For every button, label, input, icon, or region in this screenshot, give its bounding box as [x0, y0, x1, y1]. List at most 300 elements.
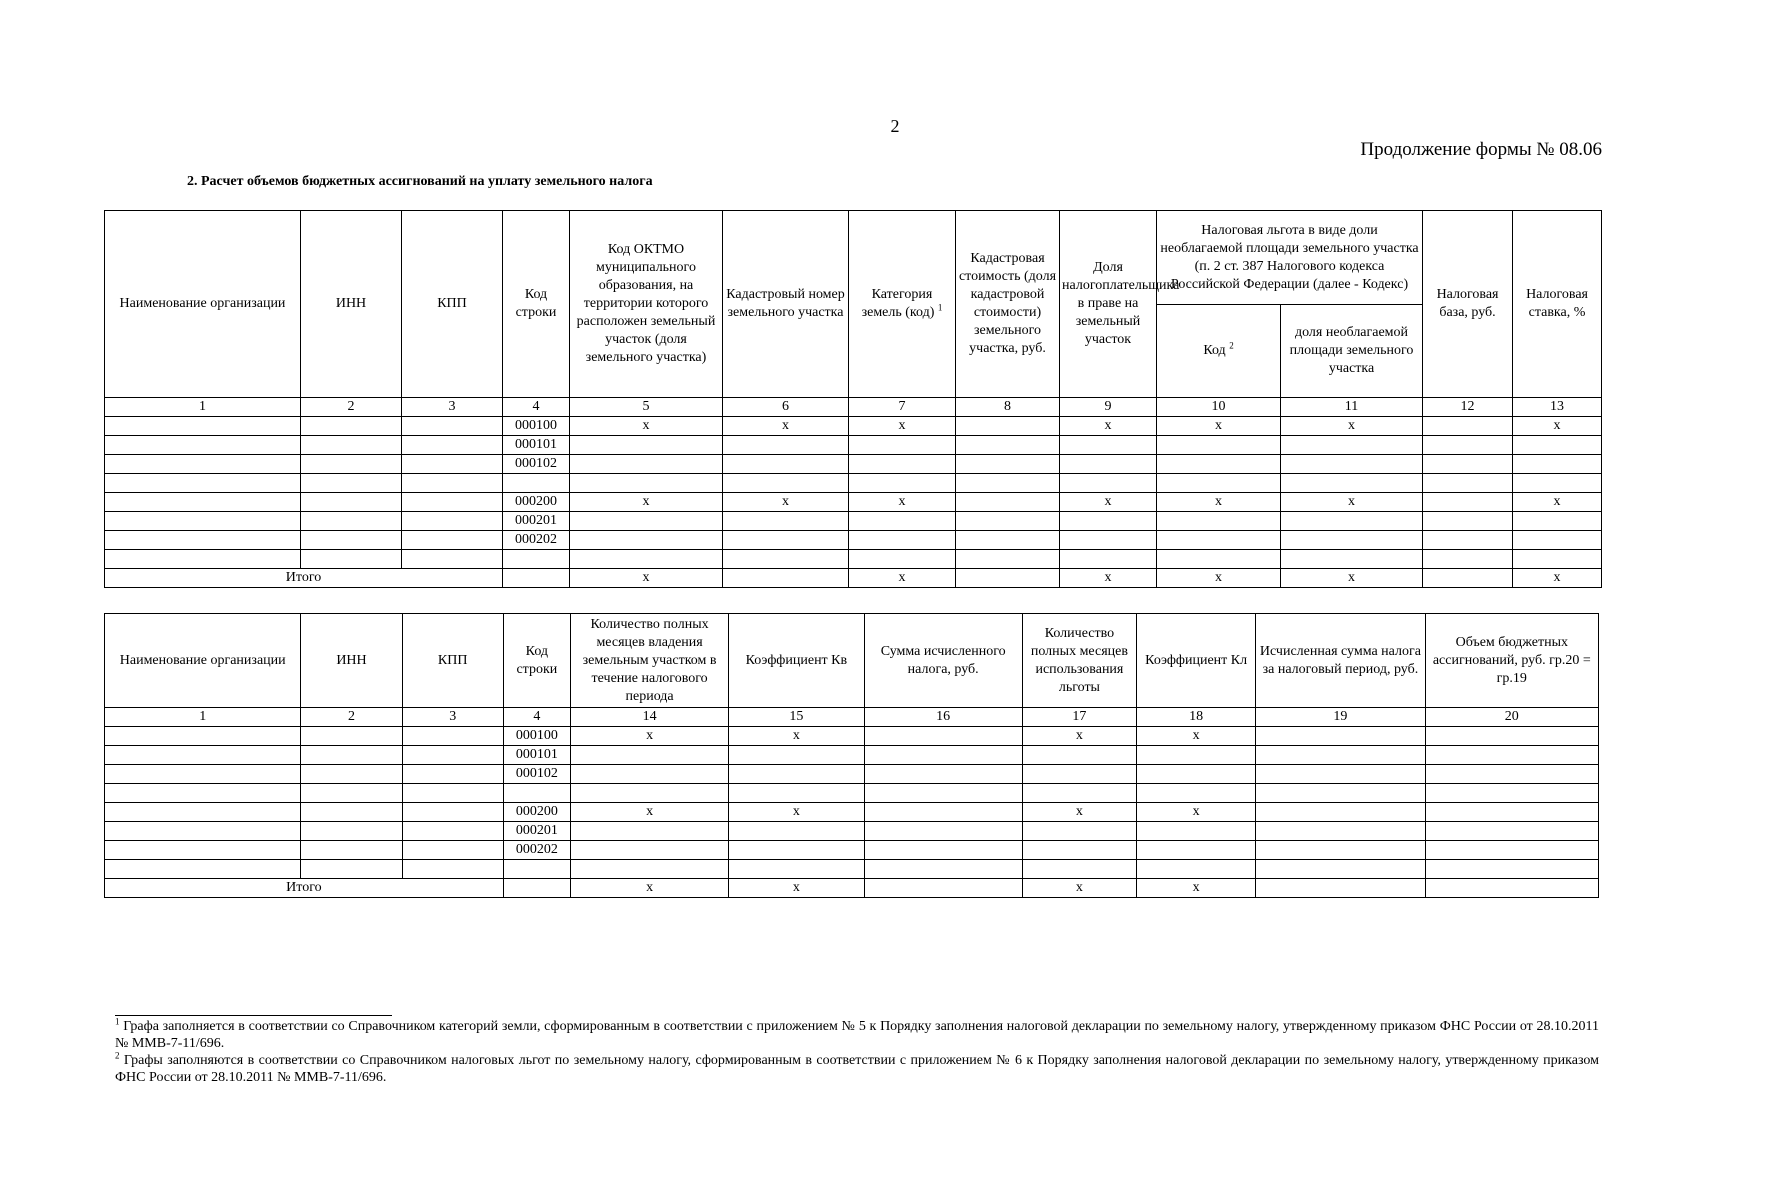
table-cell[interactable]	[1423, 531, 1513, 550]
table-cell[interactable]	[1256, 860, 1425, 879]
header-budget-volume: Объем бюджетных ассигнований, руб. гр.20 = гр.19	[1425, 614, 1598, 708]
total-cell[interactable]: x	[1513, 569, 1602, 588]
table-cell[interactable]	[301, 803, 402, 822]
total-label: Итого	[105, 569, 503, 588]
table-cell[interactable]	[1137, 841, 1256, 860]
total-cell[interactable]	[723, 569, 849, 588]
table-cell[interactable]	[105, 436, 301, 455]
table-cell[interactable]: x	[1060, 417, 1157, 436]
table-cell[interactable]	[1157, 455, 1281, 474]
header-benefit-share: доля необлагаемой площади земельного участка	[1281, 305, 1423, 398]
table-cell[interactable]	[1513, 531, 1602, 550]
table-cell[interactable]: x	[729, 803, 864, 822]
column-number: 3	[402, 398, 503, 417]
table-cell[interactable]	[1425, 860, 1598, 879]
table-row	[105, 474, 1602, 493]
footnote-text: Графа заполняется в соответствии со Справочником категорий земли, сформированным в соответствии с приложением № 5 к Порядку заполнения налоговой декларации по земельному налогу, утвержденному приказом ФНС России от 28.10.2011 № ММВ-7-11/696.	[115, 1019, 1599, 1051]
table-cell[interactable]	[1425, 803, 1598, 822]
table-cell[interactable]	[1425, 841, 1598, 860]
page-number: 2	[890, 116, 900, 136]
table-cell[interactable]	[402, 436, 503, 455]
table-cell[interactable]	[956, 417, 1060, 436]
table-cell[interactable]: x	[1281, 417, 1423, 436]
table-cell[interactable]	[105, 727, 301, 746]
table-cell[interactable]	[723, 436, 849, 455]
table-row	[105, 784, 1599, 803]
table-cell[interactable]	[864, 803, 1022, 822]
table-cell[interactable]	[105, 512, 301, 531]
table-cell[interactable]	[1423, 436, 1513, 455]
table-cell[interactable]	[402, 455, 503, 474]
table-cell[interactable]	[864, 822, 1022, 841]
table-cell[interactable]	[956, 550, 1060, 569]
table-row	[105, 436, 1602, 455]
header-coef-kv: Коэффициент Кв	[729, 614, 864, 708]
table-cell[interactable]: x	[1022, 803, 1136, 822]
table-cell[interactable]: 000200	[503, 493, 570, 512]
table-cell[interactable]	[1060, 436, 1157, 455]
column-number: 17	[1022, 708, 1136, 727]
table-cell[interactable]	[402, 531, 503, 550]
table-cell[interactable]	[402, 822, 503, 841]
table-cell[interactable]: x	[1137, 803, 1256, 822]
table-cell[interactable]	[301, 727, 402, 746]
table-cell[interactable]	[105, 822, 301, 841]
table-cell[interactable]	[1060, 474, 1157, 493]
table-cell[interactable]: x	[570, 803, 728, 822]
table-row	[105, 550, 1602, 569]
table-cell[interactable]	[849, 474, 956, 493]
table-cell[interactable]	[301, 512, 402, 531]
table-cell[interactable]	[402, 727, 503, 746]
column-number: 18	[1137, 708, 1256, 727]
total-cell[interactable]	[1423, 569, 1513, 588]
table-cell[interactable]	[1137, 746, 1256, 765]
table-cell[interactable]	[956, 455, 1060, 474]
table-row	[105, 417, 1602, 436]
column-number: 15	[729, 708, 864, 727]
total-cell[interactable]: x	[570, 569, 723, 588]
column-number: 6	[723, 398, 849, 417]
table-cell[interactable]	[301, 860, 402, 879]
table-cell[interactable]	[956, 436, 1060, 455]
header-cadastral-number: Кадастровый номер земельного участка	[723, 211, 849, 398]
table-row	[105, 822, 1599, 841]
table-cell[interactable]	[301, 531, 402, 550]
section-title: 2. Расчет объемов бюджетных ассигнований на уплату земельного налога	[187, 174, 653, 189]
column-numbers-row	[105, 398, 1602, 417]
table-cell[interactable]	[1256, 822, 1425, 841]
table-cell[interactable]	[1513, 512, 1602, 531]
header-land-category-text: Категория земель (код)	[861, 287, 935, 320]
column-numbers-row	[105, 708, 1599, 727]
column-number: 10	[1157, 398, 1281, 417]
table-cell[interactable]	[723, 531, 849, 550]
table-cell[interactable]	[301, 765, 402, 784]
table-cell[interactable]	[1423, 455, 1513, 474]
table-cell[interactable]	[849, 455, 956, 474]
table-cell[interactable]	[1022, 746, 1136, 765]
table-row	[105, 841, 1599, 860]
table-cell[interactable]	[864, 746, 1022, 765]
table-cell[interactable]	[105, 860, 301, 879]
table-cell[interactable]	[1423, 550, 1513, 569]
header-land-category	[849, 211, 956, 398]
table-cell[interactable]	[301, 493, 402, 512]
table-cell[interactable]: x	[849, 493, 956, 512]
table-cell[interactable]	[402, 512, 503, 531]
table-cell[interactable]: 000201	[503, 512, 570, 531]
tax-calculation-table-2	[104, 613, 1599, 898]
total-cell[interactable]: x	[1060, 569, 1157, 588]
table-row	[105, 727, 1599, 746]
table-cell[interactable]	[1281, 474, 1423, 493]
total-cell[interactable]: x	[849, 569, 956, 588]
table-cell[interactable]: 000101	[503, 436, 570, 455]
table-cell[interactable]	[1060, 455, 1157, 474]
table-cell[interactable]	[956, 512, 1060, 531]
header-inn: ИНН	[301, 211, 402, 398]
table-cell[interactable]	[864, 727, 1022, 746]
table-cell[interactable]	[1157, 531, 1281, 550]
table-cell[interactable]	[729, 860, 864, 879]
header-line-code: Код строки	[503, 614, 570, 708]
table-cell[interactable]: x	[1060, 493, 1157, 512]
table-cell[interactable]	[1423, 493, 1513, 512]
table-cell[interactable]	[1281, 550, 1423, 569]
footnote-2	[115, 1052, 1599, 1086]
table-cell[interactable]	[1281, 512, 1423, 531]
footnotes	[115, 1018, 1599, 1086]
table-cell[interactable]: x	[1513, 493, 1602, 512]
table-cell[interactable]	[503, 550, 570, 569]
table-cell[interactable]: x	[1137, 727, 1256, 746]
table-cell[interactable]	[402, 841, 503, 860]
table-cell[interactable]	[1425, 746, 1598, 765]
footnote-mark: 1	[115, 1016, 120, 1027]
total-cell[interactable]	[503, 569, 570, 588]
table-row	[105, 493, 1602, 512]
table-cell[interactable]	[570, 531, 723, 550]
table-cell[interactable]	[105, 550, 301, 569]
table-row	[105, 512, 1602, 531]
table-cell[interactable]	[570, 784, 728, 803]
total-row	[105, 569, 1602, 588]
table-cell[interactable]	[105, 455, 301, 474]
table-cell[interactable]	[1157, 474, 1281, 493]
table-cell[interactable]	[402, 550, 503, 569]
table-cell[interactable]: x	[723, 417, 849, 436]
table-cell[interactable]	[849, 436, 956, 455]
table-cell[interactable]	[301, 822, 402, 841]
footnote-text: Графы заполняются в соответствии со Справочником налоговых льгот по земельному налогу, сформированным в соответствии с приложением № 6 к Порядку заполнения налоговой декларации по земельному налогу, утвержденному приказом ФНС России от 28.10.2011 № ММВ-7-11/696.	[115, 1053, 1599, 1085]
table-row	[105, 765, 1599, 784]
table-cell[interactable]: x	[570, 727, 728, 746]
table-cell[interactable]	[402, 493, 503, 512]
table-cell[interactable]	[503, 784, 570, 803]
header-kpp: КПП	[402, 211, 503, 398]
header-org-name: Наименование организации	[105, 614, 301, 708]
table-cell[interactable]	[105, 841, 301, 860]
table-cell[interactable]	[301, 455, 402, 474]
table-cell[interactable]	[1281, 531, 1423, 550]
table-cell[interactable]	[301, 436, 402, 455]
table-row	[105, 860, 1599, 879]
column-number: 19	[1256, 708, 1425, 727]
table-cell[interactable]: 000200	[503, 803, 570, 822]
table-cell[interactable]	[402, 746, 503, 765]
table-cell[interactable]	[105, 765, 301, 784]
column-number: 1	[105, 708, 301, 727]
table-cell[interactable]	[729, 822, 864, 841]
table-cell[interactable]	[1513, 455, 1602, 474]
table-cell[interactable]	[105, 746, 301, 765]
table-1-body	[105, 398, 1602, 588]
table-cell[interactable]	[570, 765, 728, 784]
column-number: 8	[956, 398, 1060, 417]
table-cell[interactable]	[1513, 550, 1602, 569]
total-cell[interactable]: x	[1281, 569, 1423, 588]
table-cell[interactable]	[301, 550, 402, 569]
column-number: 7	[849, 398, 956, 417]
table-cell[interactable]	[570, 822, 728, 841]
table-row	[105, 531, 1602, 550]
column-number: 16	[864, 708, 1022, 727]
header-tax-for-period: Исчисленная сумма налога за налоговый период, руб.	[1256, 614, 1425, 708]
table-cell[interactable]	[570, 860, 728, 879]
table-row	[105, 803, 1599, 822]
table-cell[interactable]	[1137, 765, 1256, 784]
table-cell[interactable]: x	[849, 417, 956, 436]
table-cell[interactable]	[105, 417, 301, 436]
column-number: 5	[570, 398, 723, 417]
table-cell[interactable]	[1137, 784, 1256, 803]
table-cell[interactable]	[729, 765, 864, 784]
table-cell[interactable]	[864, 860, 1022, 879]
table-cell[interactable]	[402, 860, 503, 879]
header-inn: ИНН	[301, 614, 402, 708]
table-cell[interactable]: 000201	[503, 822, 570, 841]
table-cell[interactable]	[570, 455, 723, 474]
table-cell[interactable]	[1256, 841, 1425, 860]
table-cell[interactable]	[956, 474, 1060, 493]
table-cell[interactable]	[402, 803, 503, 822]
header-months-benefit: Количество полных месяцев использования льготы	[1022, 614, 1136, 708]
table-cell[interactable]	[956, 493, 1060, 512]
table-cell[interactable]	[1281, 436, 1423, 455]
table-cell[interactable]	[1022, 822, 1136, 841]
header-months-owned: Количество полных месяцев владения земельным участком в течение налогового периода	[570, 614, 728, 708]
total-cell[interactable]	[864, 879, 1022, 898]
footnote-ref-2: 2	[1229, 340, 1234, 351]
column-number: 1	[105, 398, 301, 417]
column-number: 20	[1425, 708, 1598, 727]
table-cell[interactable]	[503, 474, 570, 493]
table-cell[interactable]	[301, 841, 402, 860]
table-cell[interactable]	[570, 746, 728, 765]
header-benefit-group: Налоговая льгота в виде доли необлагаемой площади земельного участка (п. 2 ст. 387 Налогового кодекса Российской Федерации (далее - Кодекс)	[1157, 211, 1423, 305]
table-cell[interactable]	[1022, 765, 1136, 784]
table-cell[interactable]	[1137, 860, 1256, 879]
table-cell[interactable]	[1425, 727, 1598, 746]
total-row	[105, 879, 1599, 898]
table-cell[interactable]: 000202	[503, 841, 570, 860]
table-cell[interactable]: 000102	[503, 765, 570, 784]
table-cell[interactable]: x	[570, 493, 723, 512]
form-continuation-label: Продолжение формы № 08.06	[1360, 139, 1602, 160]
table-cell[interactable]	[570, 512, 723, 531]
header-coef-kl: Коэффициент Кл	[1137, 614, 1256, 708]
table-cell[interactable]	[570, 550, 723, 569]
table-cell[interactable]	[1022, 784, 1136, 803]
table-row	[105, 455, 1602, 474]
table-cell[interactable]	[1157, 512, 1281, 531]
table-cell[interactable]: 000101	[503, 746, 570, 765]
column-number: 4	[503, 708, 570, 727]
tax-calculation-table-1	[104, 210, 1602, 588]
header-line-code: Код строки	[503, 211, 570, 398]
table-cell[interactable]	[1513, 474, 1602, 493]
table-cell[interactable]: 000202	[503, 531, 570, 550]
header-org-name: Наименование организации	[105, 211, 301, 398]
table-cell[interactable]: x	[1157, 417, 1281, 436]
table-cell[interactable]	[956, 531, 1060, 550]
table-cell[interactable]	[849, 512, 956, 531]
total-cell[interactable]	[1256, 879, 1425, 898]
table-cell[interactable]	[402, 474, 503, 493]
column-number: 13	[1513, 398, 1602, 417]
header-cadastral-value: Кадастровая стоимость (доля кадастровой стоимости) земельного участка, руб.	[956, 211, 1060, 398]
table-cell[interactable]	[723, 474, 849, 493]
table-cell[interactable]	[301, 784, 402, 803]
table-cell[interactable]	[105, 493, 301, 512]
footnote-mark: 2	[115, 1050, 120, 1061]
table-cell[interactable]: 000100	[503, 417, 570, 436]
column-number: 3	[402, 708, 503, 727]
table-cell[interactable]	[723, 512, 849, 531]
table-cell[interactable]	[105, 803, 301, 822]
table-cell[interactable]	[1425, 784, 1598, 803]
table-cell[interactable]	[301, 746, 402, 765]
header-taxpayer-share: Доля налогоплательщика в праве на земельный участок	[1060, 211, 1157, 398]
table-cell[interactable]	[570, 841, 728, 860]
table-cell[interactable]	[570, 436, 723, 455]
table-cell[interactable]	[723, 455, 849, 474]
table-2-body	[105, 708, 1599, 898]
header-tax-calculated: Сумма исчисленного налога, руб.	[864, 614, 1022, 708]
column-number: 11	[1281, 398, 1423, 417]
table-cell[interactable]	[849, 550, 956, 569]
table-cell[interactable]	[1157, 436, 1281, 455]
column-number: 9	[1060, 398, 1157, 417]
header-kpp: КПП	[402, 614, 503, 708]
table-cell[interactable]	[729, 746, 864, 765]
table-cell[interactable]	[864, 765, 1022, 784]
table-cell[interactable]	[864, 841, 1022, 860]
table-cell[interactable]	[729, 841, 864, 860]
table-cell[interactable]: x	[1157, 493, 1281, 512]
table-cell[interactable]	[1256, 765, 1425, 784]
header-oktmo: Код ОКТМО муниципального образования, на территории которого расположен земельный участок (доля земельного участка)	[570, 211, 723, 398]
table-cell[interactable]	[1513, 436, 1602, 455]
table-cell[interactable]	[1060, 531, 1157, 550]
table-cell[interactable]: x	[729, 727, 864, 746]
table-cell[interactable]	[1281, 455, 1423, 474]
total-cell[interactable]: x	[1137, 879, 1256, 898]
table-cell[interactable]	[849, 531, 956, 550]
total-label: Итого	[105, 879, 504, 898]
header-benefit-code	[1157, 305, 1281, 398]
column-number: 4	[503, 398, 570, 417]
footnote-divider	[115, 1015, 392, 1016]
table-cell[interactable]	[1425, 765, 1598, 784]
table-cell[interactable]: x	[1281, 493, 1423, 512]
table-cell[interactable]: 000100	[503, 727, 570, 746]
footnote-1	[115, 1018, 1599, 1052]
footnote-ref-1: 1	[937, 302, 943, 313]
table-cell[interactable]: x	[1513, 417, 1602, 436]
table-cell[interactable]	[1022, 860, 1136, 879]
table-cell[interactable]	[402, 765, 503, 784]
total-cell[interactable]: x	[1157, 569, 1281, 588]
column-number: 12	[1423, 398, 1513, 417]
table-cell[interactable]	[402, 784, 503, 803]
table-cell[interactable]	[301, 417, 402, 436]
total-cell[interactable]: x	[1022, 879, 1136, 898]
table-cell[interactable]	[1425, 822, 1598, 841]
table-cell[interactable]	[729, 784, 864, 803]
table-cell[interactable]: x	[723, 493, 849, 512]
table-cell[interactable]	[1022, 841, 1136, 860]
table-cell[interactable]: 000102	[503, 455, 570, 474]
table-cell[interactable]	[503, 860, 570, 879]
table-cell[interactable]: x	[570, 417, 723, 436]
table-cell[interactable]	[402, 417, 503, 436]
table-cell[interactable]	[105, 531, 301, 550]
table-cell[interactable]	[105, 474, 301, 493]
table-cell[interactable]	[1256, 803, 1425, 822]
table-cell[interactable]	[1256, 746, 1425, 765]
column-number: 14	[570, 708, 728, 727]
table-cell[interactable]	[1423, 474, 1513, 493]
total-cell[interactable]	[503, 879, 570, 898]
header-tax-rate: Налоговая ставка, %	[1513, 211, 1602, 398]
table-cell[interactable]	[723, 550, 849, 569]
table-cell[interactable]	[105, 784, 301, 803]
table-cell[interactable]	[1423, 417, 1513, 436]
table-cell[interactable]: x	[1022, 727, 1136, 746]
table-cell[interactable]	[570, 474, 723, 493]
table-cell[interactable]	[1256, 727, 1425, 746]
table-cell[interactable]	[864, 784, 1022, 803]
column-number: 2	[301, 398, 402, 417]
total-cell[interactable]	[1425, 879, 1598, 898]
table-cell[interactable]	[301, 474, 402, 493]
table-cell[interactable]	[1256, 784, 1425, 803]
column-number: 2	[301, 708, 402, 727]
table-cell[interactable]	[1157, 550, 1281, 569]
header-benefit-code-text: Код	[1203, 343, 1226, 358]
table-row	[105, 746, 1599, 765]
header-tax-base: Налоговая база, руб.	[1423, 211, 1513, 398]
table-cell[interactable]	[1423, 512, 1513, 531]
total-cell[interactable]	[956, 569, 1060, 588]
total-cell[interactable]: x	[729, 879, 864, 898]
table-cell[interactable]	[1137, 822, 1256, 841]
table-cell[interactable]	[1060, 550, 1157, 569]
total-cell[interactable]: x	[570, 879, 728, 898]
table-cell[interactable]	[1060, 512, 1157, 531]
